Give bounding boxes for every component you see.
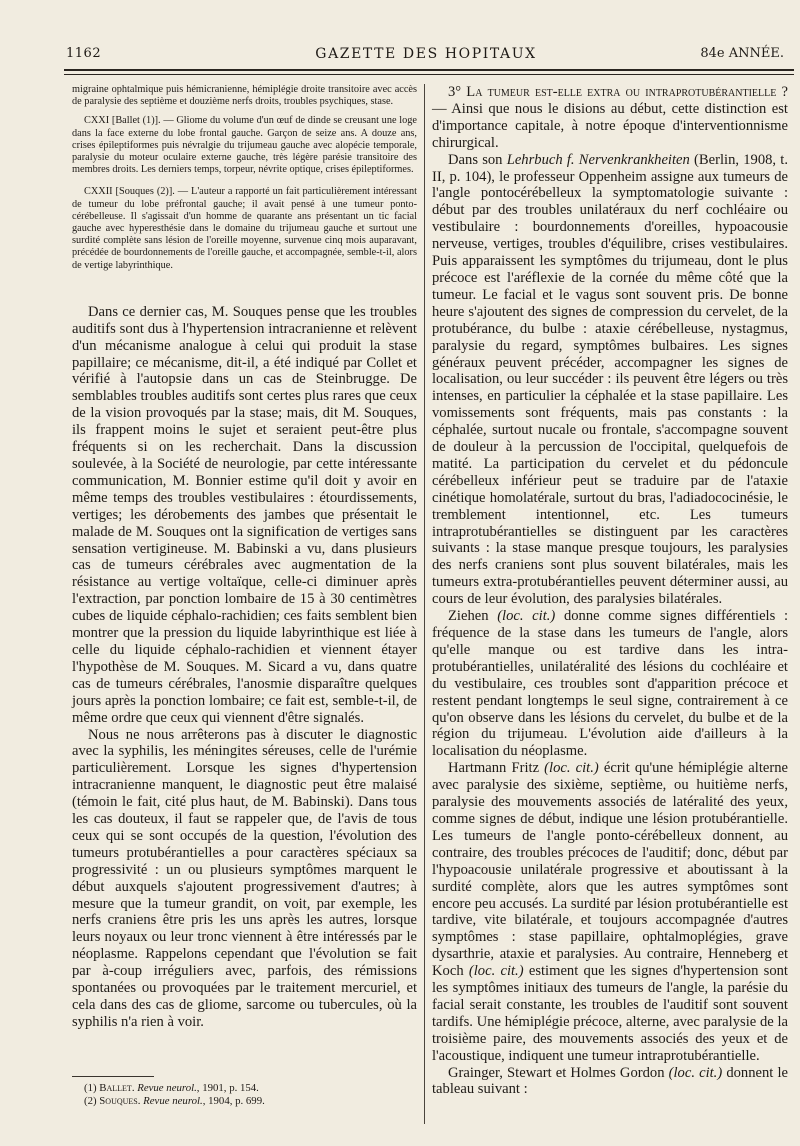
footnote-rule [72,1076,154,1077]
paragraph-grainger: Grainger, Stewart et Holmes Gordon (loc. cit.) donnent le tableau suivant : [432,1064,788,1098]
paragraph-oppenheim: Dans son Lehrbuch f. Nervenkrankheiten (Berlin, 1908, t. II, p. 104), le professeur Oppenheim assigne aux tumeurs de l'angle pontocérébelleux la symptomatologie suivante : début par des troubles unilatéraux du nerf cochléaire ou vestibulaire : bourdonnements d'oreilles, hypoacousie nerveuse, vertiges, troubles d'équilibre, crises vestibulaires. Puis apparaissent les symptômes du trijumeau, dont le plus précoce est l'aréflexie de la cornée du même côté que la tumeur. Le facial et le vagus sont souvent pris. De bonne heure s'ajoutent des signes de compression du cervelet, de la protubérance, du bulbe : ataxie cérébelleuse, nystagmus, paralysie du regard, symptômes bulbaires. Les signes généraux peuvent précéder, accompagner les signes de localisation, ou leur succéder : ils peuvent être légers ou très intenses, en particulier la céphalée et la stase papillaire. Les vomissements sont fréquents, mais pas constants : la céphalée, surtout nucale ou frontale, s'accompagne souvent de douleur à la percussion de l'occipital, quelquefois de matité. La participation du cervelet et du pédoncule cérébelleux inférieur peut se traduire par de l'ataxie cinétique homolatérale, surtout du bras, l'adiadococinésie, le tremblement intentionnel, etc. Les tumeurs intraprotubérantielles se distinguent par les caractères suivants : la stase manque presque toujours, les paralysies des nerfs craniens sont plus souvent bilatérales, mais les tumeurs extra-protubérantielles peuvent déterminer aussi, au cours de leur évolution, des paralysies bilatérales. [432,151,788,608]
column-divider [424,84,425,1124]
page-number: 1162 [66,46,102,61]
section-3-intro: 3° La tumeur est-elle extra ou intraprotubérantielle ? — Ainsi que nous le disions au début, cette distinction est d'importance capitale, à notre époque d'interventionnisme chirurgical. [432,84,788,151]
year-label: 84e ANNÉE. [700,46,784,61]
case-cxxi: CXXI [Ballet (1)]. — Gliome du volume d'un œuf de dinde se creusant une loge dans la face externe du lobe frontal gauche. Garçon de seize ans. A douze ans, crises épileptiformes puis névralgie du trijumeau gauche avec alopécie temporale, paralysie du moteur oculaire externe gauche, très légère parésie transitoire des membres droits. Les derniers temps, torpeur, névrite optique, crises épileptiformes. [72,115,417,176]
paragraph-diagnostic: Nous ne nous arrêterons pas à discuter le diagnostic avec la syphilis, les méningites séreuses, celle de l'urémie particulièrement. Lorsque les signes d'hypertension intracranienne manquent, le diagnostic peut être malaisé (témoin le fait, cité plus haut, de M. Babinski). Dans tous les cas douteux, il faut se rappeler que, de l'avis de tous ceux qui se sont occupés de la question, l'évolution des tumeurs protubérantielles a pour caractères spéciaux sa progressivité : un ou plusieurs symptômes marquent le début auxquels s'ajoutent progressivement d'autres; à mesure que la tumeur grandit, on voit, par exemple, les nerfs craniens être pris les uns après les autres, lorsque leurs noyaux ou leur tronc viennent à être intéressés par le néoplasme. Rappelons cependant que l'évolution se fait par à-coup irréguliers avec, parfois, des rémissions spontanées ou provoquées par le traitement mercuriel, et cela dans des cas de gliome, sarcome ou tubercules, où la syphilis n'a rien à voir. [72,726,417,1030]
footnote-1: (1) Ballet. Revue neurol., 1901, p. 154. [84,1082,259,1094]
header-rule-thin [64,74,794,75]
journal-title: GAZETTE DES HOPITAUX [315,46,537,62]
case-summary-continued: migraine ophtalmique puis hémicranienne, hémiplégie droite transitoire avec accès de paralysie des septième et douzième nerfs droits, troubles psychiques, stase. [72,84,417,108]
left-column [72,84,417,1031]
footnote-2: (2) Souques. Revue neurol., 1904, p. 699. [84,1095,265,1107]
paragraph-hartmann: Hartmann Fritz (loc. cit.) écrit qu'une hémiplégie alterne avec paralysie des sixième, septième, ou huitième nerfs, paralysie des mouvements associés de latéralité des yeux, comme signes de début, indique une lésion protubérantielle. Les tumeurs de l'angle ponto-cérébelleux donnent, au contraire, des troubles précoces de l'auditif; donc, début par l'hypoacousie unilatérale progressive et aboutissant à la surdité complète, alors que les autres symptômes sont encore peu accusés. La surdité par lésion protubérantielle est tardive, vite bilatérale, et toujours accompagnée d'autres symptômes : stase papillaire, ophtalmoplégies, grave dysarthrie, ataxie et paralysies. Au contraire, Henneberg et Koch (loc. cit.) estiment que les signes d'hypertension sont les symptômes initiaux des tumeurs de l'angle, la parésie du facial serait constante, les troubles de l'auditif sont souvent tardifs. Une hémiplégie précoce, alterne, avec paralysie de la troisième paire, des mouvements associés des yeux et de l'acoustique, indiquent une tumeur intraprotubérantielle. [432,760,788,1064]
header-rule-thick [64,69,794,71]
section-heading: 3° La tumeur est-elle extra ou intraprotubérantielle ? [448,84,788,100]
footnotes [84,1082,414,1108]
case-cxxii: CXXII [Souques (2)]. — L'auteur a rapporté un fait particulièrement intéressant de tumeur du lobe préfrontal gauche; il avait pensé à une tumeur ponto-cérébelleuse. Il s'agissait d'un homme de quarante ans présentant un tic facial gauche avec hyperesthésie dans le domaine du trijumeau gauche et surtout une surdité complète sans lésion de l'oreille moyenne, survenue cinq mois auparavant, précédée de bourdonnements de l'oreille gauche, et accompagnée, semble-t-il, alors de vertige labyrinthique. [72,186,417,271]
paragraph-ziehen: Ziehen (loc. cit.) donne comme signes différentiels : fréquence de la stase dans les tumeurs de l'angle, alors qu'elle manque ou est tardive dans les intra-protubérantielles, unilatéralité des lésions du cochléaire et du vestibulaire, ces troubles sont d'apparition précoce et restent pendant longtemps le seul signe, contrairement à ce qu'on observe dans les lésions du cervelet, du bulbe et de la région du trijumeau. L'évolution aide d'ailleurs à la localisation du néoplasme. [432,608,789,760]
page-header [66,42,786,68]
paragraph-souques: Dans ce dernier cas, M. Souques pense que les troubles auditifs sont dus à l'hypertension intracranienne et relèvent d'un mécanisme analogue à celui qui produit la stase papillaire; ce mécanisme, dit-il, a été indiqué par Collet et vérifié à l'autopsie dans un cas de Steinbrugge. De semblables troubles auditifs sont certes plus rares que ceux de la vision provoqués par la stase; mais, dit M. Souques, ils frappent moins le sujet et seraient peut-être plus fréquents si on les recherchait. Dans la discussion soulevée, à la Société de neurologie, par cette intéressante communication, M. Bonnier estime qu'il doit y avoir en même temps des troubles vestibulaires : étourdissements, vertiges; les dérobements des jambes que présentait le malade de M. Souques ont la signification de vertiges sans sensation vertigineuse. M. Babinski a vu, dans plusieurs cas de tumeurs cérébrales avec augmentation de la résistance au vertige voltaïque, celle-ci diminuer après l'extraction, par ponction lombaire de 15 à 30 centimètres cubes de liquide céphalo-rachidien; ces faits semblent bien montrer que la pression du liquide labyrinthique est liée à celle du liquide céphalo-rachidien et viennent étayer l'hypothèse de M. Souques. M. Sicard a vu, dans quatre cas de tumeurs cérébrales, l'anosmie disparaître quelques jours après la ponction lombaire; ce fait est, semble-t-il, de même ordre que ceux qui viennent d'être signalés. [72,303,417,726]
right-column [432,84,788,1098]
book-title: Lehrbuch f. Nervenkrankheiten [506,151,690,168]
